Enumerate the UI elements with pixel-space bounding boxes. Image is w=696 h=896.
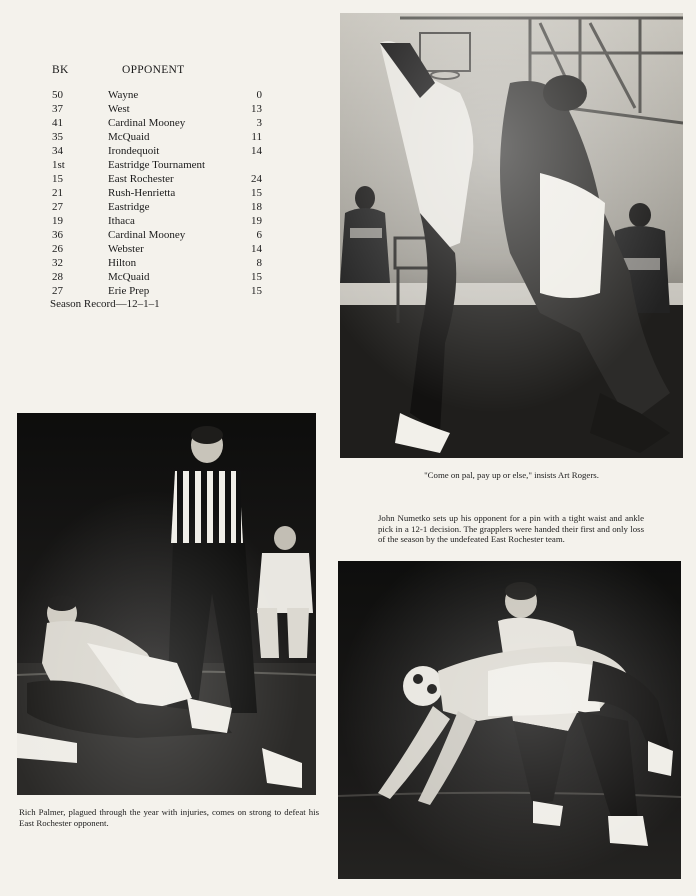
opponent-score: 19: [251, 215, 262, 227]
opponent-name: Irondequoit: [108, 145, 160, 157]
result-row: [50, 158, 280, 172]
season-record: Season Record—12–1–1: [50, 298, 160, 310]
opponent-score: 15: [251, 271, 262, 283]
wrestling-photo-left: [17, 413, 316, 795]
caption-top-photo: "Come on pal, pay up or else," insists Art Rogers.: [424, 470, 599, 480]
wrestling-photo-left-image: [17, 413, 316, 795]
wrestling-photo-top-image: [340, 13, 683, 458]
result-row: [50, 242, 280, 256]
opponent-score: 0: [256, 89, 262, 101]
result-row: [50, 172, 280, 186]
opponent-score: 15: [251, 285, 262, 297]
opponent-name: East Rochester: [108, 173, 174, 185]
opponent-score: 6: [256, 229, 262, 241]
result-row: [50, 88, 280, 102]
bk-score: 27: [52, 285, 63, 297]
opponent-score: 8: [256, 257, 262, 269]
bk-score: 19: [52, 215, 63, 227]
result-row: [50, 256, 280, 270]
opponent-name: Eastridge: [108, 201, 150, 213]
bk-score: 35: [52, 131, 63, 143]
result-row: [50, 214, 280, 228]
opponent-score: 14: [251, 145, 262, 157]
results-rows: [50, 88, 280, 298]
opponent-name: McQuaid: [108, 131, 150, 143]
bk-score: 34: [52, 145, 63, 157]
result-row: [50, 200, 280, 214]
opponent-name: Erie Prep: [108, 285, 150, 297]
opponent-name: Webster: [108, 243, 144, 255]
result-row: [50, 284, 280, 298]
bk-score: 15: [52, 173, 63, 185]
opponent-score: 18: [251, 201, 262, 213]
header-opponent: OPPONENT: [122, 64, 185, 76]
result-row: [50, 186, 280, 200]
opponent-name: Hilton: [108, 257, 137, 269]
result-row: [50, 144, 280, 158]
wrestling-photo-bottom: [338, 561, 681, 879]
wrestling-photo-bottom-image: [338, 561, 681, 879]
opponent-name: Eastridge Tournament: [108, 159, 206, 171]
opponent-score: 14: [251, 243, 262, 255]
opponent-name: Cardinal Mooney: [108, 117, 186, 129]
result-row: [50, 102, 280, 116]
opponent-score: 13: [251, 103, 262, 115]
result-row: [50, 270, 280, 284]
opponent-name: McQuaid: [108, 271, 150, 283]
header-bk: BK: [52, 64, 69, 76]
bk-score: 50: [52, 89, 63, 101]
opponent-name: Wayne: [108, 89, 139, 101]
opponent-score: 24: [251, 173, 262, 185]
opponent-name: Cardinal Mooney: [108, 229, 186, 241]
opponent-name: Rush-Henrietta: [108, 187, 176, 199]
results-header: [50, 64, 280, 80]
bk-score: 27: [52, 201, 63, 213]
opponent-score: 11: [251, 131, 262, 143]
bk-score: 32: [52, 257, 63, 269]
opponent-score: 3: [256, 117, 262, 129]
opponent-name: Ithaca: [108, 215, 135, 227]
result-row: [50, 228, 280, 242]
bk-score: 1st: [52, 159, 65, 171]
bk-score: 21: [52, 187, 63, 199]
result-row: [50, 130, 280, 144]
bk-score: 26: [52, 243, 63, 255]
bk-score: 41: [52, 117, 63, 129]
bk-score: 37: [52, 103, 63, 115]
opponent-name: West: [108, 103, 130, 115]
results-table: [50, 64, 280, 310]
caption-left-photo: Rich Palmer, plagued through the year with injuries, comes on strong to defeat his East Rochester opponent.: [19, 807, 319, 828]
opponent-score: 15: [251, 187, 262, 199]
wrestling-photo-top: [340, 13, 683, 458]
bk-score: 36: [52, 229, 63, 241]
caption-bottom-photo: John Numetko sets up his opponent for a pin with a tight waist and ankle pick in a 12-1 decision. The grapplers were handed their first and only loss of the season by the undefeated East Rochester team.: [378, 513, 644, 544]
bk-score: 28: [52, 271, 63, 283]
result-row: [50, 116, 280, 130]
